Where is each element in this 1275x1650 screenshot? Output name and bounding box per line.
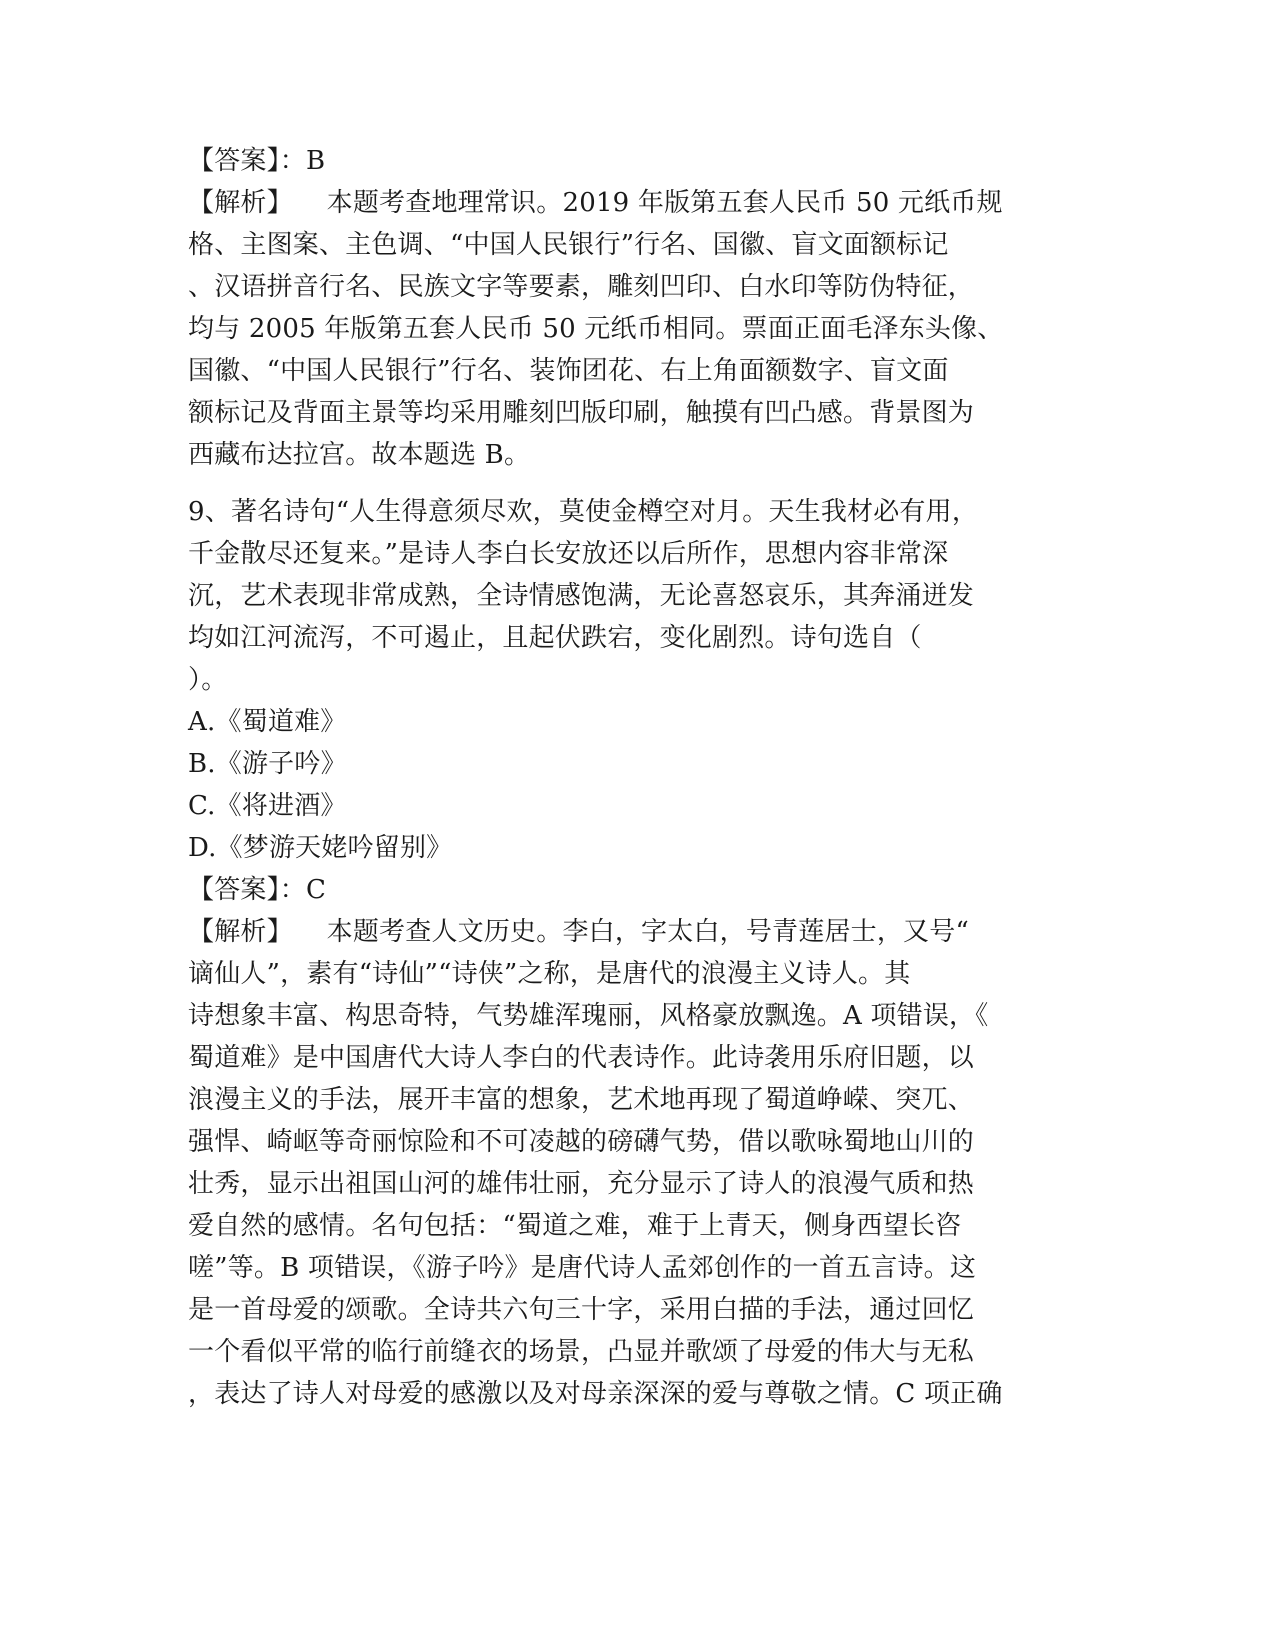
question-text-line: 沉，艺术表现非常成熟，全诗情感饱满，无论喜怒哀乐，其奔涌迸发 — [188, 581, 975, 611]
analysis-text-line: 、汉语拼音行名、民族文字等要素，雕刻凹印、白水印等防伪特征， — [188, 272, 975, 302]
option-d: D.《梦游天姥吟留别》 — [188, 833, 453, 863]
analysis-text-line: 额标记及背面主景等均采用雕刻凹版印刷，触摸有凹凸感。背景图为 — [188, 398, 975, 428]
analysis-text-line: 是一首母爱的颂歌。全诗共六句三十字，采用白描的手法，通过回忆 — [188, 1295, 975, 1325]
analysis-text-line: 强悍、崎岖等奇丽惊险和不可凌越的磅礴气势，借以歌咏蜀地山川的 — [188, 1127, 975, 1157]
analysis-text-line: 诗想象丰富、构思奇特，气势雄浑瑰丽，风格豪放飘逸。A 项错误，《 — [188, 1001, 989, 1031]
analysis-text-line: 格、主图案、主色调、“中国人民银行”行名、国徽、盲文面额标记 — [188, 230, 949, 260]
analysis-text-line: 【解析】 本题考查人文历史。李白，字太白，号青莲居士，又号“ — [188, 917, 969, 947]
analysis-text-line: 蜀道难》是中国唐代大诗人李白的代表诗作。此诗袭用乐府旧题，以 — [188, 1043, 975, 1073]
analysis-text-line: 西藏布达拉宫。故本题选 B。 — [188, 440, 531, 470]
analysis-text-line: 爱自然的感情。名句包括：“蜀道之难，难于上青天，侧身西望长咨 — [188, 1211, 962, 1241]
question-text-line: 千金散尽还复来。”是诗人李白长安放还以后所作，思想内容非常深 — [188, 539, 949, 569]
question-text-line: 均如江河流泻，不可遏止，且起伏跌宕，变化剧烈。诗句选自（ — [188, 623, 922, 653]
answer-label: 【答案】：C — [188, 875, 327, 905]
question-text-line: ）。 — [188, 665, 228, 695]
analysis-text-line: 嗟”等。B 项错误，《游子吟》是唐代诗人孟郊创作的一首五言诗。这 — [188, 1253, 977, 1283]
question-text-line: 9、著名诗句“人生得意须尽欢，莫使金樽空对月。天生我材必有用， — [188, 497, 979, 527]
analysis-text-line: 壮秀，显示出祖国山河的雄伟壮丽，充分显示了诗人的浪漫气质和热 — [188, 1169, 975, 1199]
analysis-text-line: 一个看似平常的临行前缝衣的场景，凸显并歌颂了母爱的伟大与无私 — [188, 1337, 975, 1367]
option-a: A.《蜀道难》 — [188, 707, 347, 737]
analysis-text-line: 谪仙人”，素有“诗仙”“诗侠”之称，是唐代的浪漫主义诗人。其 — [188, 959, 911, 989]
analysis-text-line: ，表达了诗人对母爱的感激以及对母亲深深的爱与尊敬之情。C 项正确 — [188, 1379, 1003, 1409]
analysis-text-line: 均与 2005 年版第五套人民币 50 元纸币相同。票面正面毛泽东头像、 — [188, 314, 1004, 344]
option-b: B.《游子吟》 — [188, 749, 347, 779]
analysis-text-line: 【解析】 本题考查地理常识。2019 年版第五套人民币 50 元纸币规 — [188, 188, 1003, 218]
option-c: C.《将进酒》 — [188, 791, 347, 821]
analysis-text-line: 国徽、“中国人民银行”行名、装饰团花、右上角面额数字、盲文面 — [188, 356, 949, 386]
analysis-text-line: 浪漫主义的手法，展开丰富的想象，艺术地再现了蜀道峥嵘、突兀、 — [188, 1085, 975, 1115]
answer-label: 【答案】：B — [188, 146, 326, 176]
